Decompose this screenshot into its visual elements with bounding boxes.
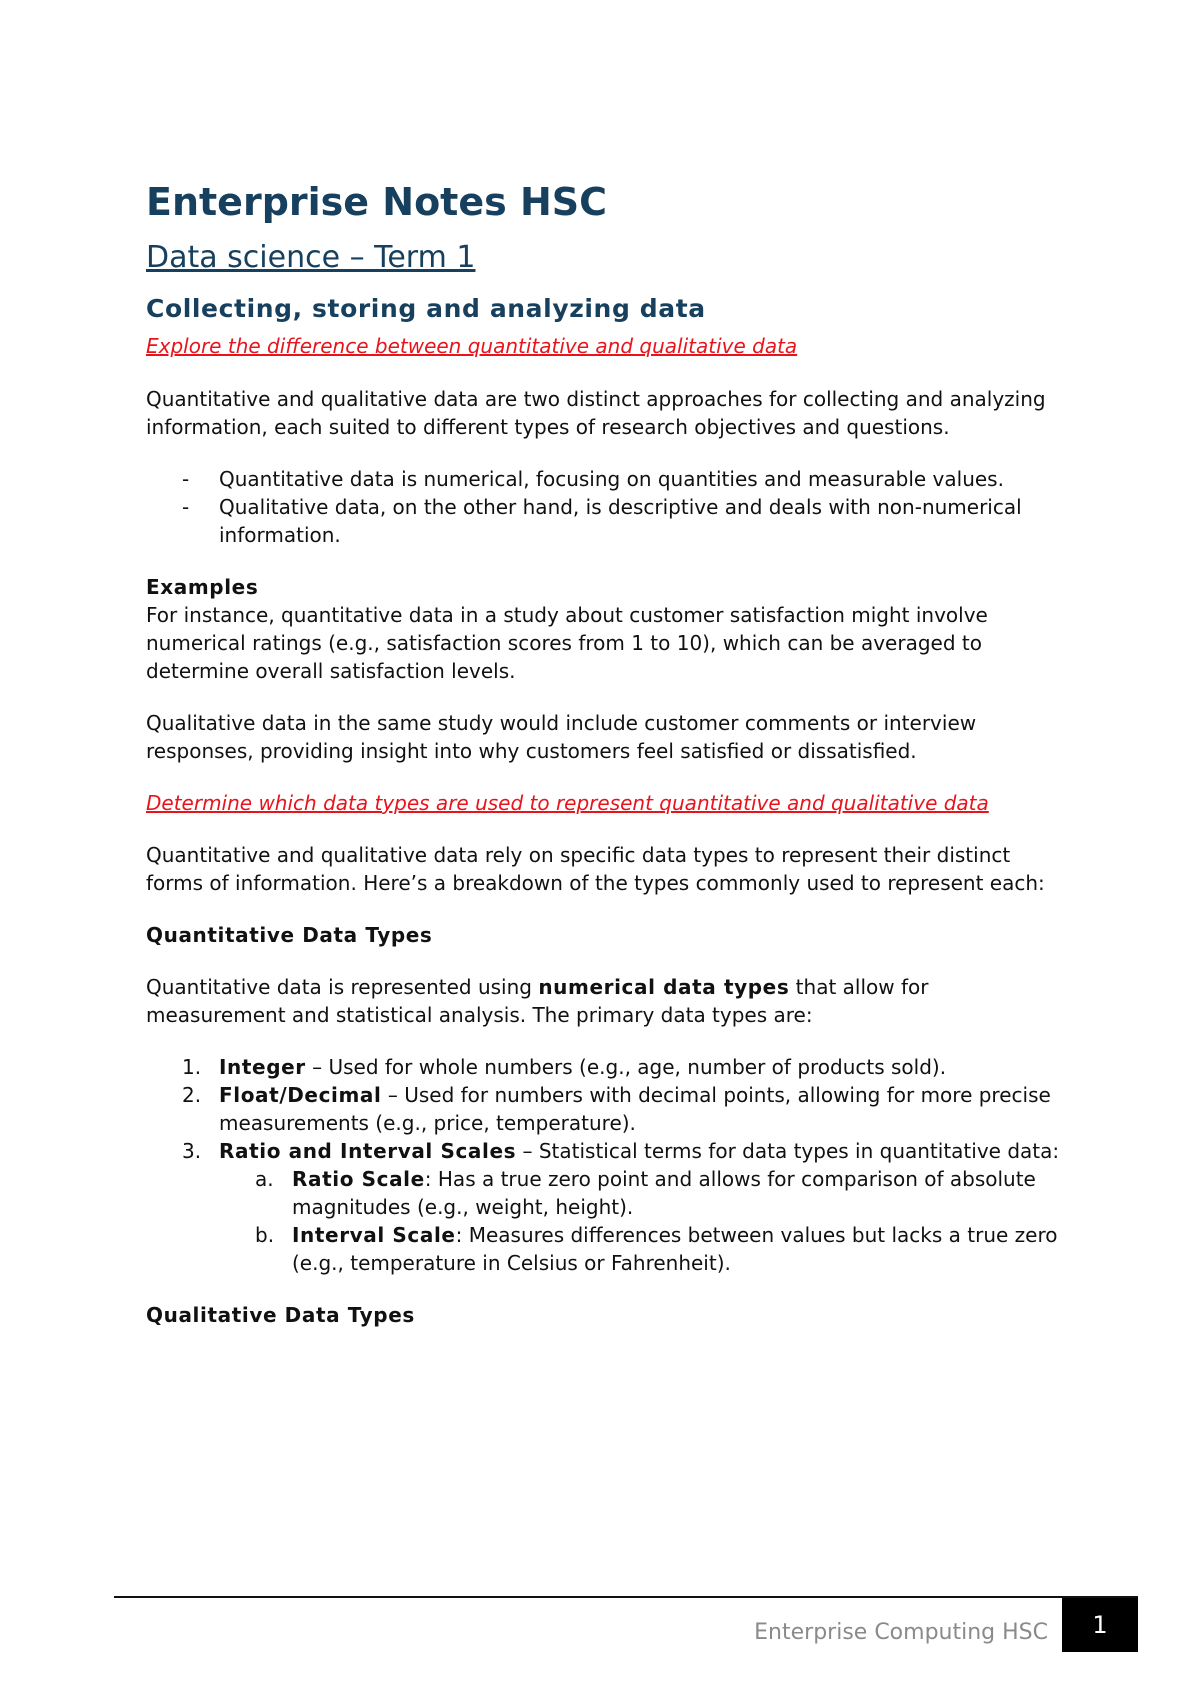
bold-term: numerical data types xyxy=(538,975,790,999)
list-number: 3. xyxy=(182,1139,202,1163)
sub-list xyxy=(146,1165,1066,1277)
bullet-list xyxy=(146,465,1066,549)
quantitative-intro: Quantitative data is represented using numerical data types that allow for measurement and statistical analysis. The primary data types are: xyxy=(146,975,929,1027)
list-letter: b. xyxy=(255,1223,275,1247)
quantitative-types-heading: Quantitative Data Types xyxy=(146,923,433,947)
bullet-marker: - xyxy=(182,495,190,519)
learning-objective-2: Determine which data types are used to represent quantitative and qualitative data xyxy=(146,791,989,815)
footer-divider xyxy=(114,1596,1138,1598)
document-title: Enterprise Notes HSC xyxy=(146,180,608,224)
qualitative-types-heading: Qualitative Data Types xyxy=(146,1303,415,1327)
numbered-list xyxy=(146,1053,1066,1165)
list-item xyxy=(146,1221,1066,1277)
list-number: 1. xyxy=(182,1055,202,1079)
list-number: 2. xyxy=(182,1083,202,1107)
list-term: Integer xyxy=(219,1055,306,1079)
list-item xyxy=(146,1165,1066,1221)
list-desc: : Has a true zero point and allows for comparison of absolute magnitudes (e.g., weight, height). xyxy=(292,1167,1036,1219)
examples-paragraph: For instance, quantitative data in a study about customer satisfaction might involve numerical ratings (e.g., satisfaction scores from 1 to 10), which can be averaged to determine overall satisfaction levels. xyxy=(146,603,988,683)
bullet-text: Qualitative data, on the other hand, is descriptive and deals with non-numerical information. xyxy=(219,495,1022,547)
list-term: Ratio Scale xyxy=(292,1167,425,1191)
list-desc: – Statistical terms for data types in quantitative data: xyxy=(516,1139,1060,1163)
bullet-text: Quantitative data is numerical, focusing on quantities and measurable values. xyxy=(219,467,1004,491)
section-heading: Collecting, storing and analyzing data xyxy=(146,294,706,323)
list-item xyxy=(146,465,1066,493)
list-term: Ratio and Interval Scales xyxy=(219,1139,517,1163)
data-types-intro: Quantitative and qualitative data rely on specific data types to represent their distinct forms of information. Here’s a breakdown of the types commonly used to represent each: xyxy=(146,843,1045,895)
list-desc: – Used for whole numbers (e.g., age, number of products sold). xyxy=(305,1055,947,1079)
learning-objective-1: Explore the difference between quantitative and qualitative data xyxy=(146,334,798,358)
list-letter: a. xyxy=(255,1167,274,1191)
list-item xyxy=(146,1137,1066,1165)
list-item xyxy=(146,1053,1066,1081)
list-item xyxy=(146,1081,1066,1137)
list-term: Interval Scale xyxy=(292,1223,456,1247)
bullet-marker: - xyxy=(182,467,190,491)
document-subtitle: Data science – Term 1 xyxy=(146,240,476,275)
list-desc: : Measures differences between values but lacks a true zero (e.g., temperature in Celsius or Fahrenheit). xyxy=(292,1223,1058,1275)
list-item xyxy=(146,493,1066,549)
examples-heading: Examples xyxy=(146,575,259,599)
list-desc: – Used for numbers with decimal points, allowing for more precise measurements (e.g., price, temperature). xyxy=(219,1083,1051,1135)
footer-label: Enterprise Computing HSC xyxy=(754,1620,1048,1645)
page-content xyxy=(146,178,1066,1329)
page-number: 1 xyxy=(1062,1598,1138,1652)
list-term: Float/Decimal xyxy=(219,1083,382,1107)
qualitative-paragraph: Qualitative data in the same study would include customer comments or interview responses, providing insight into why customers feel satisfied or dissatisfied. xyxy=(146,711,977,763)
intro-paragraph: Quantitative and qualitative data are two distinct approaches for collecting and analyzing information, each suited to different types of research objectives and questions. xyxy=(146,387,1046,439)
